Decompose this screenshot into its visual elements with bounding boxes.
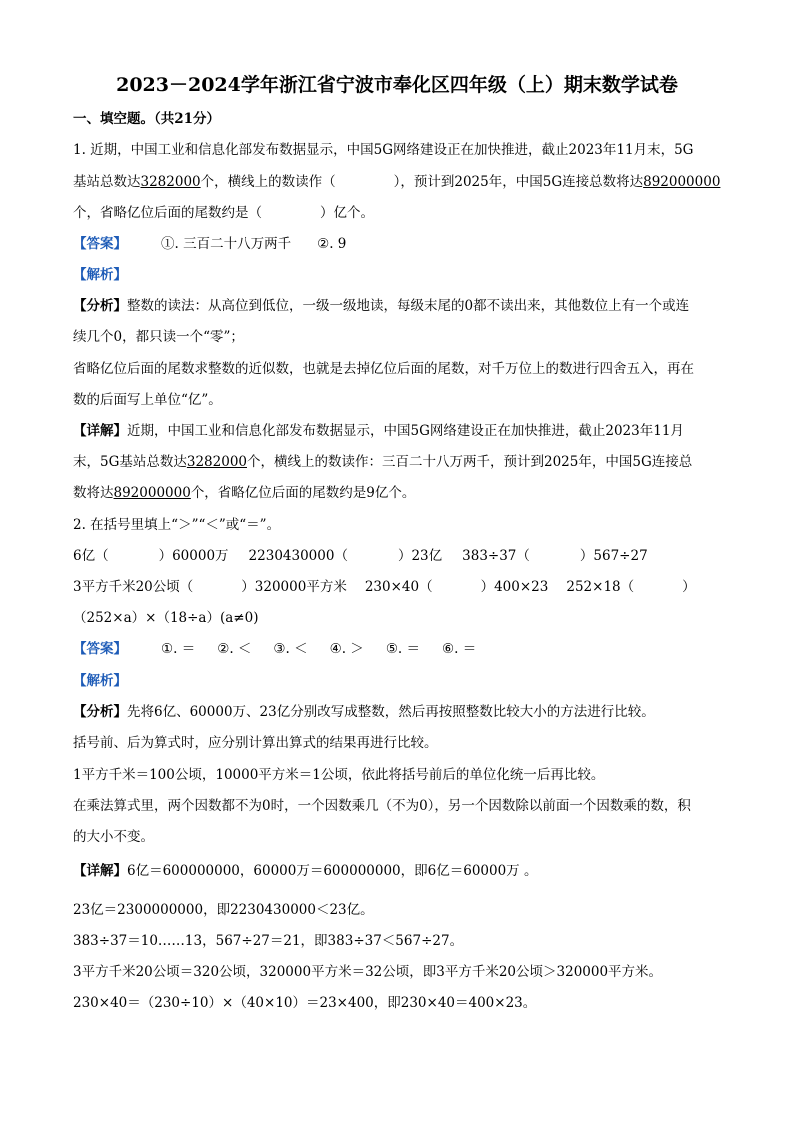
answer-text: . ＞ [341, 641, 364, 657]
q2-fenxi-line: 1平方千米＝100公顷，10000平方米＝1公顷，依此将括号前后的单位化统一后再比较。 [73, 767, 605, 783]
answer-text: . 9 [329, 236, 347, 252]
q2-xiangjie-line: 230×40＝（230÷10）×（40×10）＝23×400，即230×40＝400×23。 [73, 995, 537, 1011]
answer-marker: ③ [273, 641, 286, 657]
q2-item: ）400×23 [480, 579, 549, 595]
q2-row-1 [73, 547, 648, 565]
q2-item: 252×18（ [566, 579, 635, 595]
xiangjie-underlined-number: 892000000 [113, 485, 191, 501]
q1-xiangjie-line [73, 484, 415, 502]
xiangjie-text: 个，省略亿位后面的尾数约是9亿个。 [190, 485, 416, 501]
q2-answer [73, 640, 476, 658]
fenxi-text: 先将6亿、60000万、23亿分别改写成整数，然后再按照整数比较大小的方法进行比较。 [127, 704, 655, 720]
section-heading: 一、填空题。（共21分） [73, 111, 221, 127]
analysis-label: 【解析】 [73, 267, 127, 283]
analysis-label: 【解析】 [73, 673, 127, 689]
answer-label: 【答案】 [73, 641, 127, 657]
q2-xiangjie-line: 383÷37＝10……13，567÷27＝21，即383÷37＜567÷27。 [73, 933, 464, 949]
page-title: 2023－2024学年浙江省宁波市奉化区四年级（上）期末数学试卷 [116, 74, 678, 96]
q2-item: ） [682, 579, 696, 595]
q1-xiangjie-line [73, 453, 692, 471]
answer-text: . ＜ [285, 641, 308, 657]
q2-xiangjie-line: 3平方千米20公顷＝320公顷，320000平方米＝32公顷，即3平方千米20公顷＞320000平方米。 [73, 964, 663, 980]
q1-text: ），预计到2025年，中国5G连接总数将达 [393, 174, 644, 190]
answer-text: . ＜ [229, 641, 252, 657]
q2-item: ）60000万 [158, 548, 229, 564]
q2-fenxi-line: 括号前、后为算式时，应分别计算出算式的结果再进行比较。 [73, 735, 438, 751]
q1-line-3 [73, 204, 374, 222]
q1-xiangjie-line [73, 422, 684, 440]
q1-answer [73, 235, 346, 253]
xiangjie-text: 末，5G基站总数达 [73, 454, 187, 470]
q2-row-3: （252×a）×（18÷a）(a≠0) [73, 610, 259, 626]
q2-item: 6亿（ [73, 548, 109, 564]
fenxi-label: 【分析】 [73, 704, 127, 720]
answer-marker: ① [161, 236, 175, 252]
q2-xiangjie-line [73, 862, 537, 880]
q1-fenxi-line: 续几个0，都只读一个“零”； [73, 329, 244, 345]
q2-fenxi-line: 在乘法算式里，两个因数都不为0时，一个因数乘几（不为0），另一个因数除以前面一个因数乘的数，积 [73, 798, 691, 814]
q1-text: ）亿个。 [320, 205, 374, 221]
xiangjie-text: 近期，中国工业和信息化部发布数据显示，中国5G网络建设正在加快推进，截止2023年11月 [127, 423, 684, 439]
answer-marker: ⑥ [442, 641, 455, 657]
q2-row-2 [73, 578, 696, 596]
q2-item: 2230430000（ [248, 548, 348, 564]
q2-item: 3平方千米20公顷（ [73, 579, 194, 595]
xiangjie-underlined-number: 3282000 [186, 454, 247, 470]
answer-marker: ② [317, 236, 330, 252]
q1-text: 基站总数达 [73, 174, 141, 190]
answer-text: . 三百二十八万两千 [174, 236, 292, 252]
q2-item: 383÷37（ [462, 548, 530, 564]
answer-marker: ④ [329, 641, 342, 657]
q1-line-2 [73, 173, 720, 191]
xiangjie-text: 数将达 [73, 485, 114, 501]
q2-stem: 2. 在括号里填上“＞”“＜”或“＝”。 [73, 517, 281, 533]
answer-marker: ① [161, 641, 174, 657]
q1-fenxi-line: 数的后面写上单位“亿”。 [73, 392, 222, 408]
xiangjie-text: 个，横线上的数读作：三百二十八万两千，预计到2025年，中国5G连接总 [247, 454, 693, 470]
q2-item: ）320000平方米 [241, 579, 347, 595]
fenxi-text: 整数的读法：从高位到低位，一级一级地读，每级末尾的0都不读出来，其他数位上有一个或连 [127, 298, 690, 314]
answer-marker: ⑤ [385, 641, 398, 657]
q2-item: 230×40（ [364, 579, 433, 595]
q2-item: ）23亿 [397, 548, 443, 564]
q2-xiangjie-line: 23亿＝2300000000，即2230430000＜23亿。 [73, 902, 374, 918]
xiangjie-label: 【详解】 [73, 863, 127, 879]
xiangjie-label: 【详解】 [73, 423, 127, 439]
answer-text: . ＝ [173, 641, 196, 657]
q1-line-1: 1. 近期，中国工业和信息化部发布数据显示，中国5G网络建设正在加快推进，截止2023年11月末，5G [73, 142, 694, 158]
answer-label: 【答案】 [73, 236, 127, 252]
answer-marker: ② [217, 641, 230, 657]
q2-fenxi-line: 的大小不变。 [73, 829, 154, 845]
q1-fenxi-line: 省略亿位后面的尾数求整数的近似数，也就是去掉亿位后面的尾数，对千万位上的数进行四舍五入，再在 [73, 361, 694, 377]
q1-text: 个，省略亿位后面的尾数约是（ [73, 205, 262, 221]
q1-text: 个，横线上的数读作（ [200, 174, 336, 190]
q1-underlined-number: 3282000 [140, 174, 201, 190]
q1-fenxi-line [73, 297, 689, 315]
answer-text: . ＝ [454, 641, 477, 657]
answer-text: . ＝ [397, 641, 421, 657]
fenxi-label: 【分析】 [73, 298, 127, 314]
xiangjie-text: 6亿＝600000000，60000万＝600000000，即6亿＝60000万 。 [127, 863, 538, 879]
q2-item: ）567÷27 [579, 548, 648, 564]
q1-underlined-number: 892000000 [643, 174, 721, 190]
q2-fenxi-line [73, 703, 655, 721]
